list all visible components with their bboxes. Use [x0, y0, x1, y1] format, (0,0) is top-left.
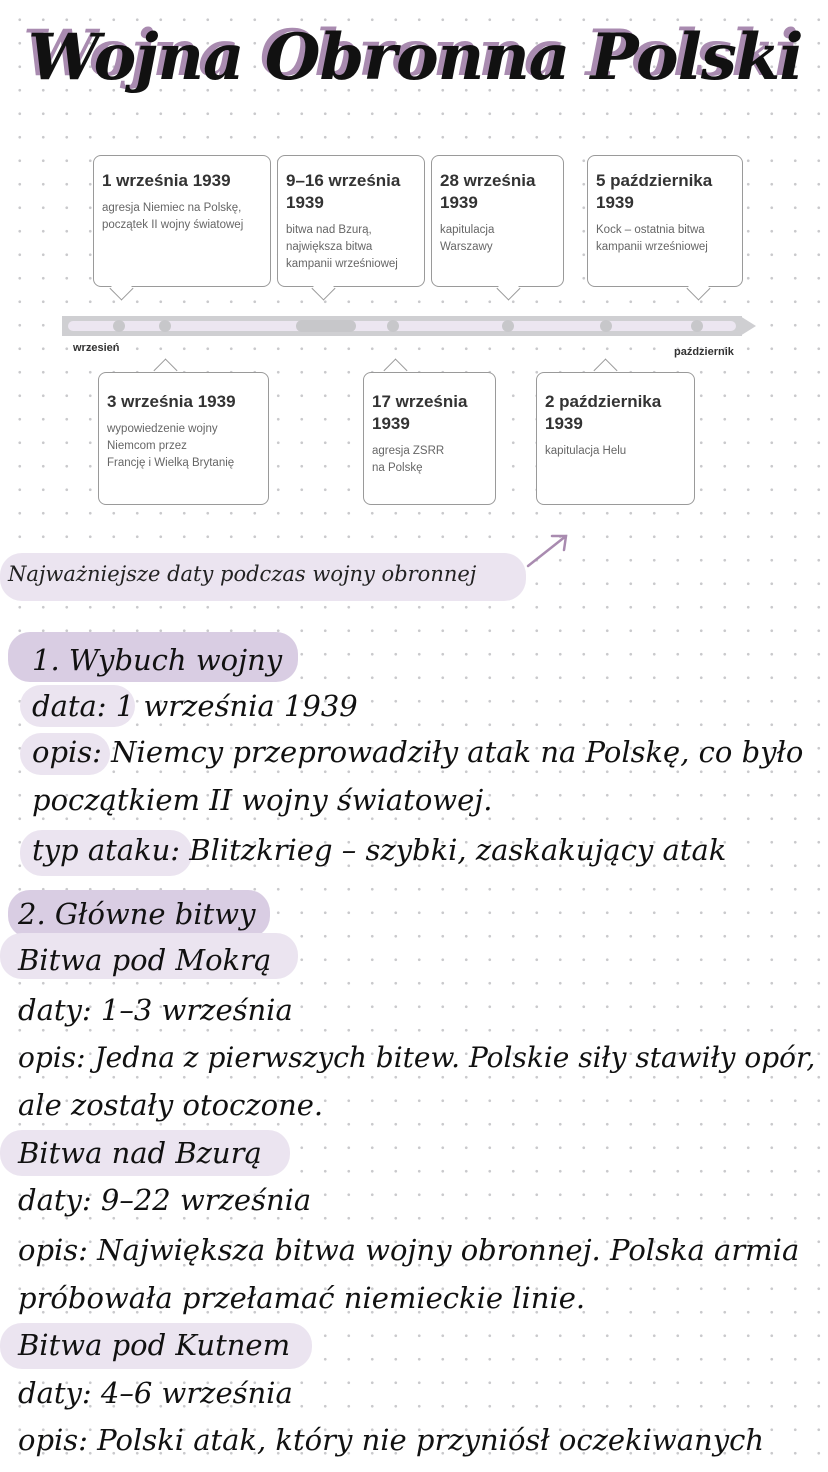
note-line: próbowała przełamać niemieckie linie.	[18, 1281, 586, 1315]
timeline-event	[431, 155, 564, 287]
event-date: 3 września 1939	[107, 392, 236, 411]
note-line: daty: 9–22 września	[18, 1183, 312, 1217]
note-line: daty: 1–3 września	[18, 993, 293, 1027]
timeline-event	[536, 372, 695, 505]
page-title: Wojna Obronna Polski	[28, 20, 803, 95]
event-text: Kock – ostatnia bitwa kampanii wrześniowej	[596, 224, 708, 253]
note-line: początkiem II wojny światowej.	[32, 783, 493, 817]
timeline-event	[363, 372, 496, 505]
event-text: kapitulacja Warszawy	[440, 224, 495, 253]
timeline-event	[587, 155, 743, 287]
section-heading: 2. Główne bitwy	[18, 897, 256, 931]
event-text: kapitulacja Helu	[545, 445, 627, 457]
timeline-event	[93, 155, 271, 287]
event-date: 9–16 września 1939	[286, 171, 401, 212]
timeline-end-label: październik	[674, 346, 734, 358]
timeline-event	[98, 372, 269, 505]
section-heading: 1. Wybuch wojny	[32, 643, 283, 677]
event-date: 17 września 1939	[372, 392, 468, 433]
battle-name: Bitwa pod Mokrą	[18, 943, 272, 977]
event-date: 28 września 1939	[440, 171, 536, 212]
event-date: 5 października 1939	[596, 171, 713, 212]
event-text: wypowiedzenie wojny Niemcom przez Francję i Wielką Brytanię	[107, 423, 235, 469]
event-text: agresja ZSRR na Polskę	[372, 445, 445, 474]
event-text: bitwa nad Bzurą, największa bitwa kampanii wrześniowej	[286, 224, 398, 270]
battle-name: Bitwa pod Kutnem	[18, 1328, 291, 1362]
note-line: opis: Niemcy przeprowadziły atak na Polskę, co było	[32, 735, 804, 769]
note-line: ale zostały otoczone.	[18, 1088, 324, 1122]
note-line: opis: Największa bitwa wojny obronnej. Polska armia	[18, 1233, 800, 1267]
note-line: typ ataku: Blitzkrieg – szybki, zaskakujący atak	[32, 833, 727, 867]
note-line: opis: Jedna z pierwszych bitew. Polskie siły stawiły opór,	[18, 1041, 816, 1074]
timeline-start-label: wrzesień	[73, 342, 120, 354]
event-text: agresja Niemiec na Polskę, początek II wojny światowej	[102, 202, 244, 231]
timeline-event	[277, 155, 425, 287]
event-date: 1 września 1939	[102, 171, 231, 190]
arrow-icon	[524, 530, 572, 570]
subtitle: Najważniejsze daty podczas wojny obronnej	[8, 562, 477, 586]
note-line: daty: 4–6 września	[18, 1376, 293, 1410]
note-line: data: 1 września 1939	[32, 689, 358, 723]
event-date: 2 października 1939	[545, 392, 662, 433]
timeline-arrow-icon	[740, 316, 756, 336]
battle-name: Bitwa nad Bzurą	[18, 1136, 262, 1170]
note-line: opis: Polski atak, który nie przyniósł oczekiwanych	[18, 1423, 764, 1457]
